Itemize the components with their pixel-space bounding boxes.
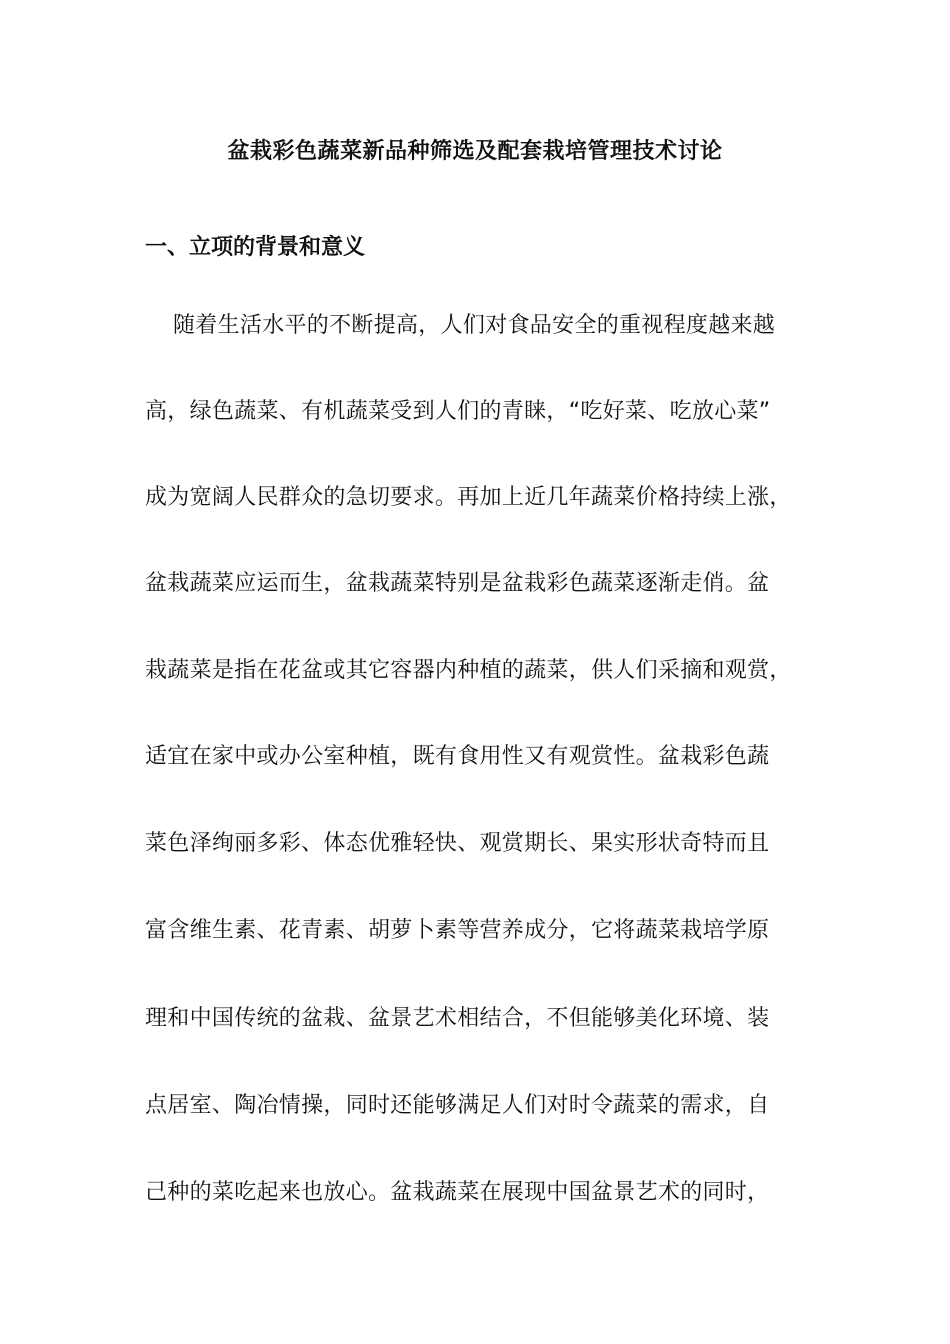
paragraph-line: 栽蔬菜是指在花盆或其它容器内种植的蔬菜，供人们采摘和观赏， <box>145 658 792 683</box>
section-heading: 一、立项的背景和意义 <box>145 235 366 260</box>
paragraph-line: 菜色泽绚丽多彩、体态优雅轻快、观赏期长、果实形状奇特而且 <box>145 831 770 856</box>
document-title: 盆栽彩色蔬菜新品种筛选及配套栽培管理技术讨论 <box>227 139 723 164</box>
paragraph-line: 高，绿色蔬菜、有机蔬菜受到人们的青睐，“吃好菜、吃放心菜” <box>145 399 771 424</box>
paragraph-line: 理和中国传统的盆栽、盆景艺术相结合，不但能够美化环境、装 <box>145 1006 770 1031</box>
paragraph-line: 随着生活水平的不断提高，人们对食品安全的重视程度越来越 <box>173 313 776 338</box>
paragraph-line: 点居室、陶冶情操，同时还能够满足人们对时令蔬菜的需求，自 <box>145 1093 770 1118</box>
paragraph-line: 适宜在家中或办公室种植，既有食用性又有观赏性。盆栽彩色蔬 <box>145 744 770 769</box>
paragraph-line: 己种的菜吃起来也放心。盆栽蔬菜在展现中国盆景艺术的同时， <box>145 1180 770 1205</box>
paragraph-line: 盆栽蔬菜应运而生，盆栽蔬菜特别是盆栽彩色蔬菜逐渐走俏。盆 <box>145 571 770 596</box>
paragraph-line: 富含维生素、花青素、胡萝卜素等营养成分，它将蔬菜栽培学原 <box>145 918 770 943</box>
paragraph-line: 成为宽阔人民群众的急切要求。再加上近几年蔬菜价格持续上涨， <box>145 485 792 510</box>
